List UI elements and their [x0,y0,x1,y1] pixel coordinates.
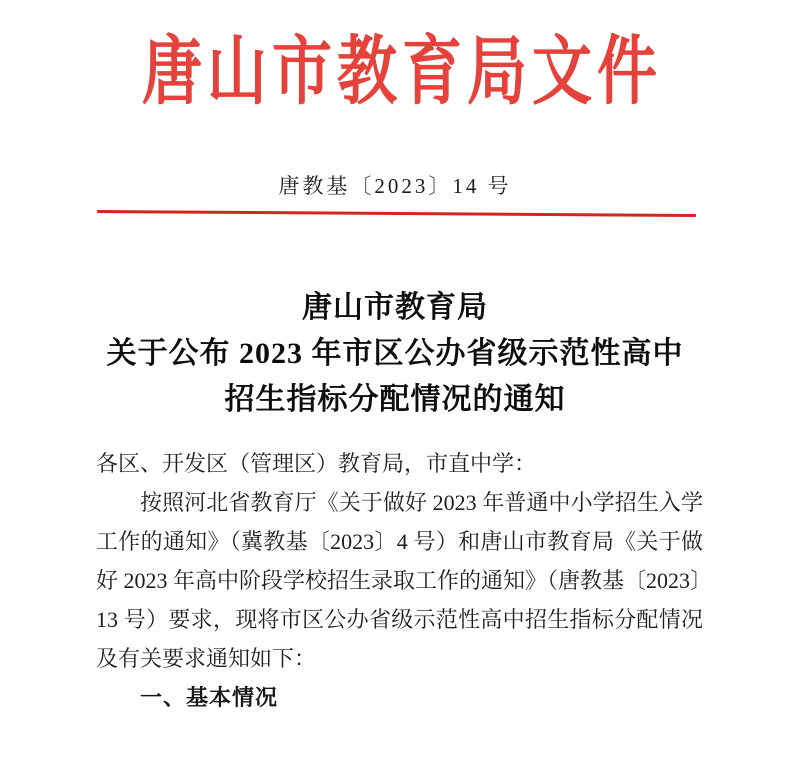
salutation-line: 各区、开发区（管理区）教育局，市直中学： [96,451,537,476]
document-body [96,444,713,717]
document-title [0,285,790,423]
red-separator-line [97,210,696,217]
agency-banner-title: 唐山市教育局文件 [142,30,662,114]
title-line-agency: 唐山市教育局 [302,291,488,324]
body-text-line: 按照河北省教育厅《关于做好 2023 年普通中小学招生入学 [140,490,703,515]
body-text-line: 好 2023 年高中阶段学校招生录取工作的通知》（唐教基〔2023〕 [96,568,713,593]
body-text-line: 工作的通知》（冀教基〔2023〕4 号）和唐山市教育局《关于做 [96,529,703,554]
title-line-subject-1: 关于公布 2023 年市区公办省级示范性高中 [106,337,684,370]
body-text-line: 13 号）要求，现将市区公办省级示范性高中招生指标分配情况 [96,607,703,632]
doc-number: 唐教基〔2023〕14 号 [278,174,512,198]
title-line-subject-2: 招生指标分配情况的通知 [224,383,566,416]
section-heading-basic-info: 一、基本情况 [140,685,279,710]
body-text-line: 及有关要求通知如下： [96,646,317,671]
